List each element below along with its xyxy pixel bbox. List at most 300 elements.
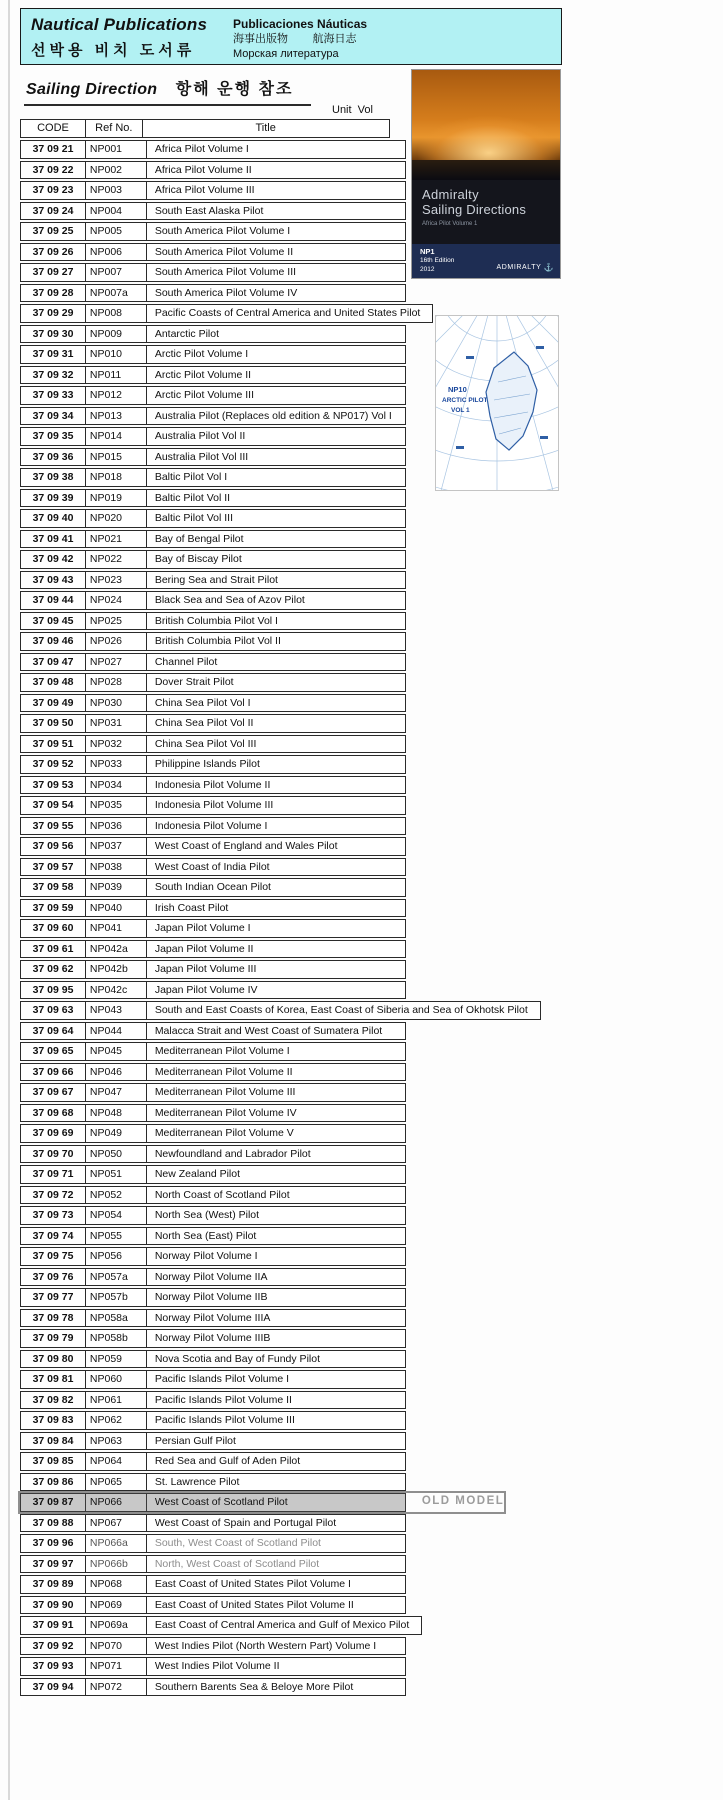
row-code: 37 09 24 bbox=[20, 202, 86, 221]
row-ref-no: NP057a bbox=[85, 1268, 147, 1287]
table-row bbox=[20, 796, 406, 815]
unit-label: Unit Vol bbox=[332, 104, 373, 116]
table-row bbox=[20, 140, 406, 159]
row-code: 37 09 27 bbox=[20, 263, 86, 282]
header-title-english: Nautical Publications bbox=[31, 15, 208, 34]
table-row bbox=[20, 1022, 406, 1041]
row-code: 37 09 78 bbox=[20, 1309, 86, 1328]
header-title-spanish: Publicaciones Náuticas bbox=[233, 17, 368, 31]
row-ref-no: NP014 bbox=[85, 427, 147, 446]
table-row bbox=[20, 530, 406, 549]
table-row bbox=[20, 1391, 406, 1410]
row-code: 37 09 41 bbox=[20, 530, 86, 549]
table-row bbox=[20, 1268, 406, 1287]
row-code: 37 09 46 bbox=[20, 632, 86, 651]
row-ref-no: NP007 bbox=[85, 263, 147, 282]
row-code: 37 09 83 bbox=[20, 1411, 86, 1430]
table-row bbox=[20, 386, 406, 405]
polar-chart-graphic bbox=[436, 316, 558, 490]
row-ref-no: NP026 bbox=[85, 632, 147, 651]
row-title: Dover Strait Pilot bbox=[146, 673, 406, 692]
header-title-chinese: 海事出版物 航海日志 bbox=[233, 33, 357, 46]
row-title: Southern Barents Sea & Beloye More Pilot bbox=[146, 1678, 406, 1697]
row-code: 37 09 70 bbox=[20, 1145, 86, 1164]
row-ref-no: NP065 bbox=[85, 1473, 147, 1492]
row-ref-no: NP032 bbox=[85, 735, 147, 754]
row-code: 37 09 79 bbox=[20, 1329, 86, 1348]
row-ref-no: NP067 bbox=[85, 1514, 147, 1533]
row-code: 37 09 65 bbox=[20, 1042, 86, 1061]
row-title: South, West Coast of Scotland Pilot bbox=[146, 1534, 406, 1553]
table-row bbox=[20, 1493, 504, 1512]
table-row bbox=[20, 858, 406, 877]
row-title: Baltic Pilot Vol II bbox=[146, 489, 406, 508]
row-code: 37 09 74 bbox=[20, 1227, 86, 1246]
row-ref-no: NP071 bbox=[85, 1657, 147, 1676]
row-ref-no: NP043 bbox=[85, 1001, 147, 1020]
cover-subtitle: Africa Pilot Volume 1 bbox=[422, 221, 478, 227]
row-ref-no: NP066a bbox=[85, 1534, 147, 1553]
row-ref-no: NP045 bbox=[85, 1042, 147, 1061]
row-ref-no: NP025 bbox=[85, 612, 147, 631]
row-ref-no: NP020 bbox=[85, 509, 147, 528]
row-code: 37 09 85 bbox=[20, 1452, 86, 1471]
row-title: Mediterranean Pilot Volume I bbox=[146, 1042, 406, 1061]
table-row bbox=[20, 673, 406, 692]
row-title: Persian Gulf Pilot bbox=[146, 1432, 406, 1451]
row-title: Pacific Coasts of Central America and United States Pilot bbox=[146, 304, 434, 323]
row-ref-no: NP015 bbox=[85, 448, 147, 467]
row-ref-no: NP069a bbox=[85, 1616, 147, 1635]
row-title: Irish Coast Pilot bbox=[146, 899, 406, 918]
table-row bbox=[20, 222, 406, 241]
row-code: 37 09 95 bbox=[20, 981, 86, 1000]
row-ref-no: NP013 bbox=[85, 407, 147, 426]
row-ref-no: NP023 bbox=[85, 571, 147, 590]
row-code: 37 09 66 bbox=[20, 1063, 86, 1082]
table-row bbox=[20, 427, 406, 446]
row-ref-no: NP055 bbox=[85, 1227, 147, 1246]
row-title: Bay of Biscay Pilot bbox=[146, 550, 406, 569]
row-title: Mediterranean Pilot Volume II bbox=[146, 1063, 406, 1082]
row-title: Channel Pilot bbox=[146, 653, 406, 672]
book-cover-image bbox=[412, 70, 560, 278]
table-row bbox=[20, 632, 406, 651]
row-code: 37 09 31 bbox=[20, 345, 86, 364]
table-row bbox=[20, 776, 406, 795]
row-title: Japan Pilot Volume III bbox=[146, 960, 406, 979]
section-title-english: Sailing Direction bbox=[26, 81, 158, 98]
row-ref-no: NP033 bbox=[85, 755, 147, 774]
row-ref-no: NP046 bbox=[85, 1063, 147, 1082]
table-row bbox=[20, 366, 406, 385]
row-ref-no: NP004 bbox=[85, 202, 147, 221]
section-title-korean: 항해 운행 참조 bbox=[175, 81, 294, 98]
cover-series: Sailing Directions bbox=[422, 202, 527, 217]
table-row bbox=[20, 1616, 422, 1635]
row-code: 37 09 61 bbox=[20, 940, 86, 959]
header-title-russian: Морская литература bbox=[233, 48, 339, 61]
header-title-korean: 선박용 비치 도서류 bbox=[31, 42, 196, 59]
row-title: Philippine Islands Pilot bbox=[146, 755, 406, 774]
table-row bbox=[20, 960, 406, 979]
row-title: North Sea (East) Pilot bbox=[146, 1227, 406, 1246]
row-code: 37 09 69 bbox=[20, 1124, 86, 1143]
row-title: Japan Pilot Volume I bbox=[146, 919, 406, 938]
row-ref-no: NP006 bbox=[85, 243, 147, 262]
row-code: 37 09 25 bbox=[20, 222, 86, 241]
row-ref-no: NP007a bbox=[85, 284, 147, 303]
table-row bbox=[20, 1186, 406, 1205]
row-ref-no: NP028 bbox=[85, 673, 147, 692]
cover-edition-info bbox=[420, 247, 454, 274]
row-ref-no: NP027 bbox=[85, 653, 147, 672]
row-code: 37 09 90 bbox=[20, 1596, 86, 1615]
row-title: Bering Sea and Strait Pilot bbox=[146, 571, 406, 590]
row-title: East Coast of United States Pilot Volume I bbox=[146, 1575, 406, 1594]
table-row bbox=[20, 1596, 406, 1615]
row-title: Antarctic Pilot bbox=[146, 325, 406, 344]
row-ref-no: NP034 bbox=[85, 776, 147, 795]
row-code: 37 09 76 bbox=[20, 1268, 86, 1287]
table-row bbox=[20, 1514, 406, 1533]
table-row bbox=[20, 284, 406, 303]
row-ref-no: NP002 bbox=[85, 161, 147, 180]
header-left-block bbox=[31, 15, 207, 60]
table-row bbox=[20, 735, 406, 754]
row-title: Japan Pilot Volume IV bbox=[146, 981, 406, 1000]
table-row bbox=[20, 571, 406, 590]
row-code: 37 09 56 bbox=[20, 837, 86, 856]
row-title: Arctic Pilot Volume III bbox=[146, 386, 406, 405]
table-row bbox=[20, 1124, 406, 1143]
map-label-title: ARCTIC PILOT bbox=[442, 397, 488, 404]
row-ref-no: NP021 bbox=[85, 530, 147, 549]
row-ref-no: NP024 bbox=[85, 591, 147, 610]
row-title: Pacific Islands Pilot Volume II bbox=[146, 1391, 406, 1410]
row-ref-no: NP010 bbox=[85, 345, 147, 364]
row-code: 37 09 32 bbox=[20, 366, 86, 385]
row-ref-no: NP069 bbox=[85, 1596, 147, 1615]
row-code: 37 09 44 bbox=[20, 591, 86, 610]
row-ref-no: NP039 bbox=[85, 878, 147, 897]
row-code: 37 09 26 bbox=[20, 243, 86, 262]
row-ref-no: NP047 bbox=[85, 1083, 147, 1102]
arctic-pilot-map-image bbox=[436, 316, 558, 490]
row-code: 37 09 89 bbox=[20, 1575, 86, 1594]
row-title: Malacca Strait and West Coast of Sumatera Pilot bbox=[146, 1022, 406, 1041]
row-code: 37 09 91 bbox=[20, 1616, 86, 1635]
table-row bbox=[20, 161, 406, 180]
row-code: 37 09 93 bbox=[20, 1657, 86, 1676]
row-ref-no: NP005 bbox=[85, 222, 147, 241]
table-row bbox=[20, 1042, 406, 1061]
row-ref-no: NP040 bbox=[85, 899, 147, 918]
landmass-outline bbox=[486, 352, 537, 450]
row-ref-no: NP031 bbox=[85, 714, 147, 733]
row-title: Newfoundland and Labrador Pilot bbox=[146, 1145, 406, 1164]
row-code: 37 09 94 bbox=[20, 1678, 86, 1697]
table-row bbox=[20, 899, 406, 918]
table-row bbox=[20, 837, 406, 856]
row-code: 37 09 71 bbox=[20, 1165, 86, 1184]
row-ref-no: NP070 bbox=[85, 1637, 147, 1656]
row-code: 37 09 67 bbox=[20, 1083, 86, 1102]
row-code: 37 09 87 bbox=[20, 1493, 86, 1512]
row-title: Australia Pilot (Replaces old edition & NP017) Vol I bbox=[146, 407, 406, 426]
table-row bbox=[20, 1104, 406, 1123]
row-title: China Sea Pilot Vol II bbox=[146, 714, 406, 733]
row-code: 37 09 40 bbox=[20, 509, 86, 528]
row-ref-no: NP064 bbox=[85, 1452, 147, 1471]
row-code: 37 09 77 bbox=[20, 1288, 86, 1307]
row-title: Black Sea and Sea of Azov Pilot bbox=[146, 591, 406, 610]
row-title: Mediterranean Pilot Volume III bbox=[146, 1083, 406, 1102]
row-ref-no: NP037 bbox=[85, 837, 147, 856]
row-code: 37 09 81 bbox=[20, 1370, 86, 1389]
row-ref-no: NP059 bbox=[85, 1350, 147, 1369]
table-row bbox=[20, 714, 406, 733]
row-code: 37 09 55 bbox=[20, 817, 86, 836]
row-title: Australia Pilot Vol III bbox=[146, 448, 406, 467]
table-row bbox=[20, 304, 433, 323]
table-row bbox=[20, 550, 406, 569]
row-title: East Coast of Central America and Gulf of Mexico Pilot bbox=[146, 1616, 422, 1635]
row-ref-no: NP042b bbox=[85, 960, 147, 979]
row-title: New Zealand Pilot bbox=[146, 1165, 406, 1184]
table-row bbox=[20, 981, 406, 1000]
table-row bbox=[20, 1473, 406, 1492]
table-row bbox=[20, 1555, 406, 1574]
row-ref-no: NP060 bbox=[85, 1370, 147, 1389]
row-code: 37 09 38 bbox=[20, 468, 86, 487]
row-title: Africa Pilot Volume III bbox=[146, 181, 406, 200]
row-code: 37 09 88 bbox=[20, 1514, 86, 1533]
row-ref-no: NP044 bbox=[85, 1022, 147, 1041]
header-right-block bbox=[233, 16, 367, 62]
table-row bbox=[20, 345, 406, 364]
row-ref-no: NP072 bbox=[85, 1678, 147, 1697]
row-title: St. Lawrence Pilot bbox=[146, 1473, 406, 1492]
row-code: 37 09 97 bbox=[20, 1555, 86, 1574]
row-ref-no: NP051 bbox=[85, 1165, 147, 1184]
row-code: 37 09 72 bbox=[20, 1186, 86, 1205]
row-title: South America Pilot Volume IV bbox=[146, 284, 406, 303]
row-code: 37 09 80 bbox=[20, 1350, 86, 1369]
table-row bbox=[20, 1001, 541, 1020]
section-title bbox=[24, 76, 311, 106]
table-row bbox=[20, 1206, 406, 1225]
table-row bbox=[20, 243, 406, 262]
table-row bbox=[20, 325, 406, 344]
table-row bbox=[20, 1411, 406, 1430]
row-code: 37 09 96 bbox=[20, 1534, 86, 1553]
row-title: Indonesia Pilot Volume I bbox=[146, 817, 406, 836]
row-code: 37 09 73 bbox=[20, 1206, 86, 1225]
row-code: 37 09 86 bbox=[20, 1473, 86, 1492]
table-row bbox=[20, 1227, 406, 1246]
row-ref-no: NP030 bbox=[85, 694, 147, 713]
cover-sunset-sky-graphic bbox=[412, 70, 560, 160]
table-row bbox=[20, 448, 406, 467]
row-title: North, West Coast of Scotland Pilot bbox=[146, 1555, 406, 1574]
row-title: South and East Coasts of Korea, East Coast of Siberia and Sea of Okhotsk Pilot bbox=[146, 1001, 541, 1020]
row-code: 37 09 50 bbox=[20, 714, 86, 733]
row-ref-no: NP035 bbox=[85, 796, 147, 815]
row-code: 37 09 52 bbox=[20, 755, 86, 774]
table-row bbox=[20, 181, 406, 200]
table-row bbox=[20, 1452, 406, 1471]
row-title: Arctic Pilot Volume II bbox=[146, 366, 406, 385]
row-ref-no: NP063 bbox=[85, 1432, 147, 1451]
row-title: Nova Scotia and Bay of Fundy Pilot bbox=[146, 1350, 406, 1369]
row-ref-no: NP068 bbox=[85, 1575, 147, 1594]
column-header-title: Title bbox=[142, 119, 390, 138]
table-row bbox=[20, 1575, 406, 1594]
row-code: 37 09 59 bbox=[20, 899, 86, 918]
cover-brand: Admiralty bbox=[422, 187, 479, 202]
table-row bbox=[20, 940, 406, 959]
table-row bbox=[20, 407, 406, 426]
row-title: West Indies Pilot Volume II bbox=[146, 1657, 406, 1676]
page-header bbox=[20, 8, 562, 65]
table-row bbox=[20, 1288, 406, 1307]
row-code: 37 09 42 bbox=[20, 550, 86, 569]
table-row bbox=[20, 919, 406, 938]
old-model-note: OLD MODEL bbox=[421, 1495, 505, 1507]
row-code: 37 09 60 bbox=[20, 919, 86, 938]
row-ref-no: NP019 bbox=[85, 489, 147, 508]
row-title: Mediterranean Pilot Volume IV bbox=[146, 1104, 406, 1123]
row-code: 37 09 48 bbox=[20, 673, 86, 692]
row-ref-no: NP066 bbox=[85, 1493, 147, 1512]
row-title: South East Alaska Pilot bbox=[146, 202, 406, 221]
table-row bbox=[20, 509, 406, 528]
cover-year: 2012 bbox=[420, 265, 435, 273]
row-title: Baltic Pilot Vol III bbox=[146, 509, 406, 528]
row-title: North Coast of Scotland Pilot bbox=[146, 1186, 406, 1205]
row-title: West Coast of England and Wales Pilot bbox=[146, 837, 406, 856]
row-code: 37 09 35 bbox=[20, 427, 86, 446]
row-ref-no: NP003 bbox=[85, 181, 147, 200]
row-ref-no: NP022 bbox=[85, 550, 147, 569]
row-title: West Coast of Spain and Portugal Pilot bbox=[146, 1514, 406, 1533]
row-code: 37 09 49 bbox=[20, 694, 86, 713]
row-code: 37 09 57 bbox=[20, 858, 86, 877]
cover-publisher bbox=[496, 263, 554, 272]
row-ref-no: NP012 bbox=[85, 386, 147, 405]
row-code: 37 09 33 bbox=[20, 386, 86, 405]
table-row bbox=[20, 878, 406, 897]
row-ref-no: NP050 bbox=[85, 1145, 147, 1164]
row-title: Japan Pilot Volume II bbox=[146, 940, 406, 959]
table-row bbox=[20, 1637, 406, 1656]
row-code: 37 09 34 bbox=[20, 407, 86, 426]
row-ref-no: NP041 bbox=[85, 919, 147, 938]
row-ref-no: NP036 bbox=[85, 817, 147, 836]
table-row bbox=[20, 1329, 406, 1348]
table-row bbox=[20, 1145, 406, 1164]
row-ref-no: NP052 bbox=[85, 1186, 147, 1205]
row-code: 37 09 75 bbox=[20, 1247, 86, 1266]
row-title: Red Sea and Gulf of Aden Pilot bbox=[146, 1452, 406, 1471]
row-title: British Columbia Pilot Vol I bbox=[146, 612, 406, 631]
table-row bbox=[20, 1063, 406, 1082]
row-title: South America Pilot Volume II bbox=[146, 243, 406, 262]
row-title: Baltic Pilot Vol I bbox=[146, 468, 406, 487]
row-code: 37 09 36 bbox=[20, 448, 86, 467]
row-title: Arctic Pilot Volume I bbox=[146, 345, 406, 364]
table-row bbox=[20, 1678, 406, 1697]
row-title: East Coast of United States Pilot Volume II bbox=[146, 1596, 406, 1615]
row-ref-no: NP009 bbox=[85, 325, 147, 344]
row-title: China Sea Pilot Vol I bbox=[146, 694, 406, 713]
table-row bbox=[20, 1083, 406, 1102]
table-row bbox=[20, 817, 406, 836]
column-header-code: CODE bbox=[20, 119, 86, 138]
row-ref-no: NP008 bbox=[85, 304, 147, 323]
cover-publisher-name: ADMIRALTY bbox=[496, 264, 542, 271]
row-title: West Coast of India Pilot bbox=[146, 858, 406, 877]
cover-np-number: NP1 bbox=[420, 247, 435, 257]
row-code: 37 09 51 bbox=[20, 735, 86, 754]
row-title: Australia Pilot Vol II bbox=[146, 427, 406, 446]
table-row bbox=[20, 1309, 406, 1328]
row-title: South Indian Ocean Pilot bbox=[146, 878, 406, 897]
table-row bbox=[20, 202, 406, 221]
row-ref-no: NP001 bbox=[85, 140, 147, 159]
row-ref-no: NP042c bbox=[85, 981, 147, 1000]
row-title: British Columbia Pilot Vol II bbox=[146, 632, 406, 651]
anchor-icon: ⚓ bbox=[543, 263, 554, 272]
row-code: 37 09 92 bbox=[20, 1637, 86, 1656]
row-ref-no: NP057b bbox=[85, 1288, 147, 1307]
row-ref-no: NP054 bbox=[85, 1206, 147, 1225]
row-title: Norway Pilot Volume IIB bbox=[146, 1288, 406, 1307]
row-title: Bay of Bengal Pilot bbox=[146, 530, 406, 549]
row-code: 37 09 82 bbox=[20, 1391, 86, 1410]
row-code: 37 09 23 bbox=[20, 181, 86, 200]
row-ref-no: NP058b bbox=[85, 1329, 147, 1348]
row-title: Pacific Islands Pilot Volume I bbox=[146, 1370, 406, 1389]
row-code: 37 09 63 bbox=[20, 1001, 86, 1020]
row-ref-no: NP011 bbox=[85, 366, 147, 385]
table-row bbox=[20, 694, 406, 713]
row-ref-no: NP048 bbox=[85, 1104, 147, 1123]
row-title: Indonesia Pilot Volume II bbox=[146, 776, 406, 795]
row-title: China Sea Pilot Vol III bbox=[146, 735, 406, 754]
scan-artifact-line bbox=[8, 0, 10, 1800]
table-row bbox=[20, 489, 406, 508]
row-ref-no: NP062 bbox=[85, 1411, 147, 1430]
row-title: North Sea (West) Pilot bbox=[146, 1206, 406, 1225]
column-header-ref: Ref No. bbox=[85, 119, 143, 138]
cover-dark-sea-graphic bbox=[412, 160, 560, 180]
row-title: South America Pilot Volume III bbox=[146, 263, 406, 282]
row-code: 37 09 30 bbox=[20, 325, 86, 344]
row-title: West Coast of Scotland Pilot bbox=[146, 1493, 406, 1512]
table-row bbox=[20, 1370, 406, 1389]
row-ref-no: NP018 bbox=[85, 468, 147, 487]
table-row bbox=[20, 468, 406, 487]
table-row bbox=[20, 1350, 406, 1369]
row-ref-no: NP056 bbox=[85, 1247, 147, 1266]
row-ref-no: NP049 bbox=[85, 1124, 147, 1143]
row-title: Norway Pilot Volume IIIB bbox=[146, 1329, 406, 1348]
table-row bbox=[20, 755, 406, 774]
row-code: 37 09 22 bbox=[20, 161, 86, 180]
row-ref-no: NP038 bbox=[85, 858, 147, 877]
